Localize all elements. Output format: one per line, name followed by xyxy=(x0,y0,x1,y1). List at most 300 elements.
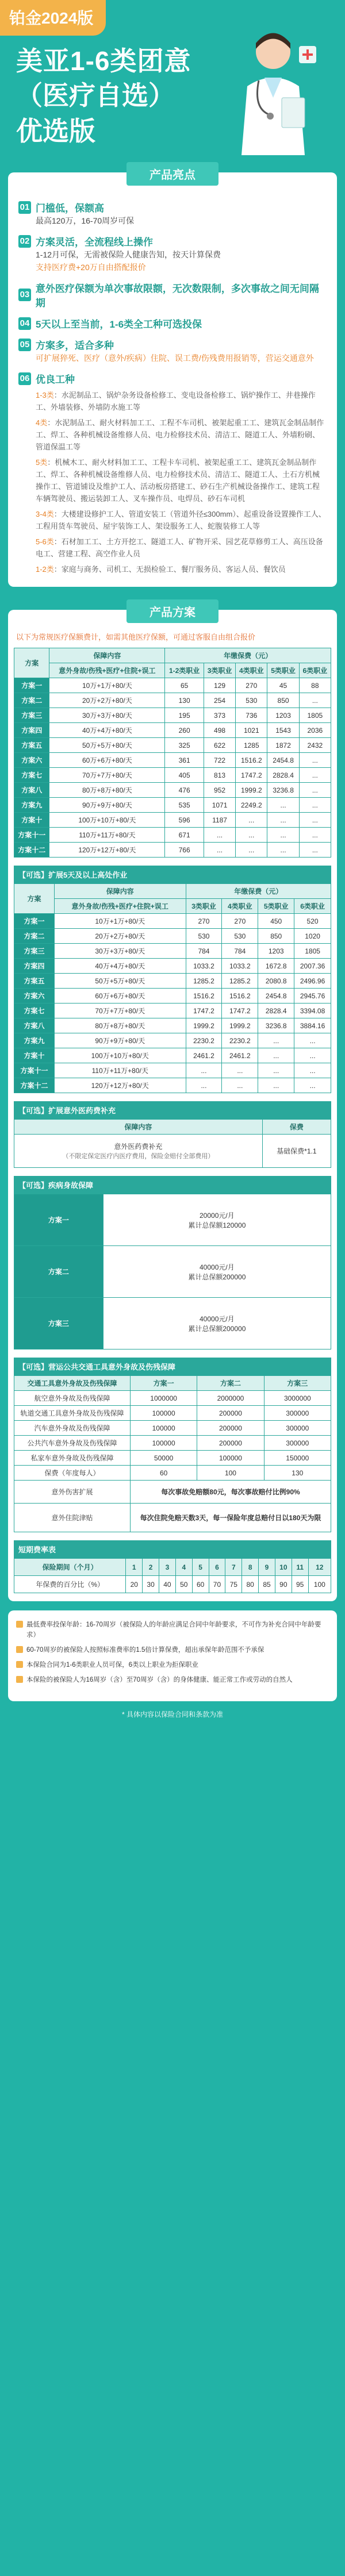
premium-cell: 2036 xyxy=(299,723,331,738)
plans-note: 以下为常规医疗保额费计，如需其他医疗保额，可通过客服自由组合报价 xyxy=(16,633,256,641)
plan-name: 方案六 xyxy=(14,989,55,1004)
premium-cell: 2230.2 xyxy=(186,1033,222,1048)
table-row xyxy=(14,1391,331,1406)
premium-cell: 450 xyxy=(258,914,294,929)
premium-cell: 2454.8 xyxy=(267,753,299,768)
t2-col-premium: 年缴保费（元） xyxy=(186,884,331,899)
transport-amount: 150000 xyxy=(264,1451,331,1466)
disease-amount: 40000元/月 累计总保额200000 xyxy=(103,1298,331,1349)
premium-cell: 1747.2 xyxy=(236,768,267,783)
premium-cell: 270 xyxy=(236,678,267,693)
note-text: 本保险的被保险人为16周岁（含）至70周岁（含）的身体健康、能正常工作或劳动的自然人 xyxy=(26,1677,293,1683)
rate-value: 95 xyxy=(292,1576,308,1593)
premium-cell: ... xyxy=(236,828,267,843)
rate-value: 90 xyxy=(275,1576,292,1593)
note-item xyxy=(16,1620,329,1640)
premium-cell: 784 xyxy=(222,944,258,959)
hero-title: 美亚1-6类团意 xyxy=(16,46,191,76)
premium-cell: ... xyxy=(258,1063,294,1078)
plan-content: 120万+12万+80/天 xyxy=(49,843,165,858)
job-class-text: ：家庭与商务、司机工、无损检验工、餐厅服务员、客运人员、餐饮员 xyxy=(53,565,286,574)
premium-cell: ... xyxy=(299,783,331,798)
jobs-list xyxy=(18,389,327,575)
premium-cell: 1203 xyxy=(267,708,299,723)
premium-cell: ... xyxy=(294,1078,331,1093)
premium-cell: 530 xyxy=(236,693,267,708)
premium-cell: 1999.2 xyxy=(236,783,267,798)
premium-cell: 2432 xyxy=(299,738,331,753)
rate-month: 11 xyxy=(292,1559,308,1576)
premium-cell: ... xyxy=(267,798,299,813)
plan-content: 70万+7万+80/天 xyxy=(54,1004,186,1018)
rate-month: 7 xyxy=(225,1559,242,1576)
transport-name: 轨道交通工具意外身故及伤残保障 xyxy=(14,1406,131,1421)
features-card xyxy=(8,169,337,587)
table-row xyxy=(14,1451,331,1466)
plan-content: 50万+5万+80/天 xyxy=(49,738,165,753)
rate-month: 3 xyxy=(159,1559,176,1576)
t2-col-sub: 意外身故/伤残+医疗+住院+误工 xyxy=(54,899,186,914)
premium-cell: 2230.2 xyxy=(222,1033,258,1048)
feature-heading xyxy=(18,316,327,330)
t5-col: 方案一 xyxy=(130,1376,197,1391)
premium-cell: 405 xyxy=(165,768,204,783)
table-row xyxy=(14,1298,331,1349)
plans-title: 产品方案 xyxy=(126,599,218,623)
plan-table-transport xyxy=(14,1375,331,1532)
plan-name: 方案三 xyxy=(14,1298,103,1349)
table-row xyxy=(14,989,331,1004)
t2-col-job-class: 4类职业 xyxy=(222,899,258,914)
job-class-text: ：石材加工工、土方开挖工、隧道工人、矿物开采、园艺花草修剪工人、高压设备电工、营建工程、高空作业人员 xyxy=(36,537,323,558)
plan-name: 方案十二 xyxy=(14,1078,55,1093)
bullet-icon xyxy=(16,1661,23,1668)
col-job-class: 4类职业 xyxy=(236,663,267,678)
table-row xyxy=(14,1033,331,1048)
table-row xyxy=(14,723,331,738)
hero-edition: 优选版 xyxy=(16,116,95,146)
col-job-class: 1-2类职业 xyxy=(165,663,204,678)
rate-month: 1 xyxy=(126,1559,143,1576)
premium-cell: ... xyxy=(299,813,331,828)
t5-f2: 意外住院津贴 xyxy=(14,1504,131,1532)
premium-cell: 1285.2 xyxy=(222,974,258,989)
version-badge: 铂金2024版 xyxy=(0,0,106,36)
table-row xyxy=(14,798,331,813)
plan-content: 60万+6万+80/天 xyxy=(49,753,165,768)
t5-col: 交通工具意外身故及伤残保障 xyxy=(14,1376,131,1391)
premium-cell: ... xyxy=(186,1063,222,1078)
plan-name: 方案十 xyxy=(14,813,49,828)
rate-value: 50 xyxy=(175,1576,192,1593)
transport-amount: 200000 xyxy=(197,1421,264,1436)
hero-subtitle: （医疗自选） xyxy=(16,80,175,110)
premium-cell: 596 xyxy=(165,813,204,828)
col-premium: 年缴保费（元） xyxy=(165,648,331,663)
premium-cell: 1999.2 xyxy=(186,1018,222,1033)
premium-cell: 1672.8 xyxy=(258,959,294,974)
rate-value: 30 xyxy=(143,1576,159,1593)
bullet-icon xyxy=(16,1646,23,1653)
t2-col-job-class: 5类职业 xyxy=(258,899,294,914)
premium-cell: 520 xyxy=(294,914,331,929)
plan-name: 方案五 xyxy=(14,738,49,753)
note-text: 最低费率投保年龄：16-70周岁（被保险人的年龄应满足合同中年龄要求，不可作为补充合同中年龄要求） xyxy=(26,1621,321,1639)
transport-name: 汽车意外身故及伤残保障 xyxy=(14,1421,131,1436)
premium-cell: 3236.8 xyxy=(267,783,299,798)
plan-name: 方案三 xyxy=(14,944,55,959)
premium-cell: 2828.4 xyxy=(267,768,299,783)
short-rate-table xyxy=(14,1558,331,1593)
table5-caption: 【可选】营运公共交通工具意外身故及伤残保障 xyxy=(14,1358,331,1375)
plan-name: 方案四 xyxy=(14,959,55,974)
rate-value: 85 xyxy=(259,1576,275,1593)
notes-card xyxy=(8,1610,337,1701)
premium-cell: ... xyxy=(222,1063,258,1078)
col-job-class: 5类职业 xyxy=(267,663,299,678)
plan-name: 方案十一 xyxy=(14,1063,55,1078)
plan-content: 80万+8万+80/天 xyxy=(54,1018,186,1033)
job-class-lead: 1-2类 xyxy=(36,565,54,574)
premium-cell: 1805 xyxy=(294,944,331,959)
premium-cell: 1071 xyxy=(204,798,235,813)
premium-cell: ... xyxy=(258,1048,294,1063)
table-row xyxy=(14,1246,331,1298)
premium-cell: 722 xyxy=(204,753,235,768)
premium-cell: ... xyxy=(204,828,235,843)
rate-month: 12 xyxy=(308,1559,331,1576)
table2-caption: 【可选】扩展5天及以上高处作业 xyxy=(14,866,331,883)
premium-cell: 2461.2 xyxy=(186,1048,222,1063)
plan-content: 20万+2万+80/天 xyxy=(54,929,186,944)
job-class-item xyxy=(36,456,327,505)
table-row xyxy=(14,828,331,843)
table-row xyxy=(14,753,331,768)
premium-cell: ... xyxy=(267,813,299,828)
plan-content: 80万+8万+80/天 xyxy=(49,783,165,798)
rate-value: 80 xyxy=(242,1576,259,1593)
transport-amount: 300000 xyxy=(264,1406,331,1421)
feature-heading xyxy=(18,234,327,248)
plan-name: 方案十二 xyxy=(14,843,49,858)
t5-col: 方案二 xyxy=(197,1376,264,1391)
table-row xyxy=(14,929,331,944)
premium-cell: ... xyxy=(294,1048,331,1063)
premium-cell: 850 xyxy=(267,693,299,708)
premium-cell: 45 xyxy=(267,678,299,693)
premium-cell: ... xyxy=(236,813,267,828)
feature-desc: 支持医疗费+20万自由搭配报价 xyxy=(36,263,146,272)
t2-col-job-class: 3类职业 xyxy=(186,899,222,914)
disease-amount: 40000元/月 累计总保额200000 xyxy=(103,1246,331,1298)
transport-amount: 130 xyxy=(264,1466,331,1481)
premium-cell: 952 xyxy=(204,783,235,798)
premium-cell: 813 xyxy=(204,768,235,783)
plan-content: 10万+1万+80/天 xyxy=(49,678,165,693)
t3-h1: 保障内容 xyxy=(14,1120,263,1135)
plan-content: 30万+3万+80/天 xyxy=(54,944,186,959)
plan-name: 方案二 xyxy=(14,693,49,708)
t3-h2: 保费 xyxy=(262,1120,331,1135)
transport-amount: 200000 xyxy=(197,1436,264,1451)
plan-content: 110万+11万+80/天 xyxy=(49,828,165,843)
rate-value: 40 xyxy=(159,1576,176,1593)
plan-content: 110万+11万+80/天 xyxy=(54,1063,186,1078)
feature-number: 02 xyxy=(18,235,31,248)
transport-name: 私家车意外身故及伤残保障 xyxy=(14,1451,131,1466)
premium-cell: ... xyxy=(258,1078,294,1093)
col-job-class: 3类职业 xyxy=(204,663,235,678)
features-title: 产品亮点 xyxy=(126,162,218,186)
feature-heading xyxy=(18,200,327,214)
feature-desc: 1-12月可保，无需被保险人健康告知，按天计算保费 xyxy=(36,250,221,259)
table-row xyxy=(14,693,331,708)
table-row xyxy=(14,974,331,989)
plan-name: 方案四 xyxy=(14,723,49,738)
premium-cell: ... xyxy=(294,1063,331,1078)
note-item xyxy=(16,1675,329,1685)
premium-cell: 766 xyxy=(165,843,204,858)
premium-cell: ... xyxy=(222,1078,258,1093)
table-row xyxy=(14,1018,331,1033)
plan-content: 90万+9万+80/天 xyxy=(49,798,165,813)
premium-cell: 2496.96 xyxy=(294,974,331,989)
plan-name: 方案八 xyxy=(14,1018,55,1033)
table-row xyxy=(14,678,331,693)
table-row xyxy=(14,813,331,828)
col-job-class: 6类职业 xyxy=(299,663,331,678)
premium-cell: 1285 xyxy=(236,738,267,753)
premium-cell: 850 xyxy=(258,929,294,944)
disease-amount: 20000元/月 累计总保额120000 xyxy=(103,1194,331,1246)
table3-caption: 【可选】扩展意外医药费补充 xyxy=(14,1101,331,1119)
job-class-lead: 5类 xyxy=(36,458,48,467)
t3-r1: 意外医药费补充 xyxy=(114,1143,163,1151)
plan-name: 方案八 xyxy=(14,783,49,798)
plan-content: 50万+5万+80/天 xyxy=(54,974,186,989)
premium-cell: 1805 xyxy=(299,708,331,723)
premium-cell: 361 xyxy=(165,753,204,768)
premium-cell: 1516.2 xyxy=(236,753,267,768)
job-class-item xyxy=(36,536,327,560)
premium-cell: ... xyxy=(186,1078,222,1093)
t2-col-job-class: 6类职业 xyxy=(294,899,331,914)
premium-cell: 2454.8 xyxy=(258,989,294,1004)
job-class-item xyxy=(36,508,327,532)
transport-amount: 200000 xyxy=(197,1406,264,1421)
bullet-icon xyxy=(16,1676,23,1683)
plan-name: 方案一 xyxy=(14,678,49,693)
hero xyxy=(0,0,345,172)
feature-heading xyxy=(18,280,327,309)
premium-cell: 3884.16 xyxy=(294,1018,331,1033)
premium-cell: 530 xyxy=(222,929,258,944)
premium-cell: 195 xyxy=(165,708,204,723)
premium-cell: ... xyxy=(294,1033,331,1048)
plan-name: 方案五 xyxy=(14,974,55,989)
job-class-item xyxy=(36,389,327,413)
premium-cell: ... xyxy=(258,1033,294,1048)
t3-r1d: （不限定保定医疗内医疗费用，保险金赔付全部费用） xyxy=(62,1153,214,1160)
plan-name: 方案十一 xyxy=(14,828,49,843)
col-content: 保障内容 xyxy=(49,648,165,663)
premium-cell: 530 xyxy=(186,929,222,944)
premium-cell: ... xyxy=(204,843,235,858)
t5-f2v: 每次住院免赔天数3天，每一保险年度总赔付日以180天为限 xyxy=(130,1504,331,1532)
job-class-text: ：水泥制品工、锅炉杂务设备检修工、变电设备检修工、锅炉操作工、井巷操作工、外墙装修、外墙防水施工等 xyxy=(36,391,316,412)
transport-amount: 2000000 xyxy=(197,1391,264,1406)
premium-cell: 373 xyxy=(204,708,235,723)
table-row xyxy=(14,1063,331,1078)
table-row xyxy=(14,1406,331,1421)
table-row xyxy=(14,783,331,798)
rate-value: 70 xyxy=(209,1576,225,1593)
plan-table-heights xyxy=(14,883,331,1093)
premium-cell: 1033.2 xyxy=(186,959,222,974)
plan-table-medical xyxy=(14,1119,331,1168)
premium-cell: ... xyxy=(299,768,331,783)
feature-number: 05 xyxy=(18,339,31,351)
feature-title: 方案多，适合多种 xyxy=(36,340,114,351)
plan-content: 30万+3万+80/天 xyxy=(49,708,165,723)
job-class-text: ：水泥制品工、耐火材料加工工、工程不车司机、被架起重工工、建筑瓦金制品制作工、焊工、各种机械设备维修人员、电力检修技术员、清洁工、隧道工人、外墙粉刷、管道保温工等 xyxy=(36,418,324,451)
premium-cell: 1543 xyxy=(267,723,299,738)
premium-cell: 1516.2 xyxy=(222,989,258,1004)
premium-cell: 129 xyxy=(204,678,235,693)
table-row xyxy=(14,944,331,959)
plan-content: 100万+10万+80/天 xyxy=(54,1048,186,1063)
rate-value: 60 xyxy=(192,1576,209,1593)
note-text: 60-70周岁的被保险人按照标准费率的1.5倍计算保费，超出承保年龄范围不予承保 xyxy=(26,1647,264,1654)
rate-month: 4 xyxy=(175,1559,192,1576)
premium-cell: 736 xyxy=(236,708,267,723)
plan-name: 方案一 xyxy=(14,914,55,929)
t5-f1v: 每次事故免赔额80元，每次事故赔付比例90% xyxy=(130,1481,331,1504)
premium-cell: 1516.2 xyxy=(186,989,222,1004)
col-plan: 方案 xyxy=(14,648,49,678)
table-row xyxy=(14,1421,331,1436)
transport-amount: 100000 xyxy=(130,1406,197,1421)
feature-number: 04 xyxy=(18,317,31,330)
premium-cell: 2461.2 xyxy=(222,1048,258,1063)
job-class-lead: 5-6类 xyxy=(36,537,54,546)
feature-desc: 可扩展猝死、医疗（意外/疾病）住院、误工费/伤残费用报销等，营运交通意外 xyxy=(36,353,314,363)
transport-amount: 3000000 xyxy=(264,1391,331,1406)
premium-cell: 671 xyxy=(165,828,204,843)
premium-cell: 88 xyxy=(299,678,331,693)
table-row xyxy=(14,768,331,783)
rate-month: 2 xyxy=(143,1559,159,1576)
job-class-lead: 3-4类 xyxy=(36,510,54,518)
transport-amount: 300000 xyxy=(264,1421,331,1436)
premium-cell: 130 xyxy=(165,693,204,708)
plan-name: 方案一 xyxy=(14,1194,103,1246)
job-class-text: ：机械木工、耐火材料加工工、工程卡车司机、被架起重工工、建筑瓦金制品制作工、焊工、各种机械设备维修人员、电力检修技术员、清洁工、隧道工人、土石方机械操作工、管道铺设及维护工人、活动板房搭建工、砂石生产机械设备操作工、建筑工程车辆驾驶员、搬运装卸工人、叉车操作员、电焊员、砂石车司机 xyxy=(36,458,320,503)
col-sub: 意外身故/伤残+医疗+住院+误工 xyxy=(49,663,165,678)
transport-name: 保费（年度每人） xyxy=(14,1466,131,1481)
note-item xyxy=(16,1645,329,1655)
transport-amount: 100000 xyxy=(130,1436,197,1451)
rate-month: 5 xyxy=(192,1559,209,1576)
premium-cell: 1021 xyxy=(236,723,267,738)
feature-number: 06 xyxy=(18,372,31,385)
premium-cell: 1285.2 xyxy=(186,974,222,989)
premium-cell: 1020 xyxy=(294,929,331,944)
feature-number: 03 xyxy=(18,289,31,301)
plan-name: 方案九 xyxy=(14,798,49,813)
job-class-item xyxy=(36,417,327,453)
premium-cell: 1033.2 xyxy=(222,959,258,974)
premium-cell: 2249.2 xyxy=(236,798,267,813)
premium-cell: 1999.2 xyxy=(222,1018,258,1033)
premium-cell: 270 xyxy=(222,914,258,929)
doctor-illustration xyxy=(218,23,322,155)
transport-amount: 100000 xyxy=(197,1451,264,1466)
premium-cell: 2828.4 xyxy=(258,1004,294,1018)
t2-col-content: 保障内容 xyxy=(54,884,186,899)
rate-label: 年保费的百分比（%） xyxy=(14,1576,126,1593)
job-class-lead: 4类 xyxy=(36,418,48,427)
transport-amount: 300000 xyxy=(264,1436,331,1451)
transport-amount: 100 xyxy=(197,1466,264,1481)
premium-cell: ... xyxy=(299,753,331,768)
plan-content: 90万+9万+80/天 xyxy=(54,1033,186,1048)
premium-cell: 1187 xyxy=(204,813,235,828)
premium-cell: ... xyxy=(299,693,331,708)
premium-cell: 2945.76 xyxy=(294,989,331,1004)
table-row xyxy=(14,1078,331,1093)
table-row xyxy=(14,738,331,753)
plan-content: 70万+7万+80/天 xyxy=(49,768,165,783)
table-row xyxy=(14,959,331,974)
plan-name: 方案七 xyxy=(14,1004,55,1018)
job-class-lead: 1-3类 xyxy=(36,391,54,399)
plan-name: 方案九 xyxy=(14,1033,55,1048)
transport-amount: 100000 xyxy=(130,1421,197,1436)
plan-content: 120万+12万+80/天 xyxy=(54,1078,186,1093)
premium-cell: 1872 xyxy=(267,738,299,753)
premium-cell: 3394.08 xyxy=(294,1004,331,1018)
premium-cell: ... xyxy=(267,843,299,858)
transport-name: 公共汽车意外身故及伤残保障 xyxy=(14,1436,131,1451)
note-text: 本保险合同为1-6类职业人员可保，6类以上职业为拒保职业 xyxy=(26,1662,199,1668)
plan-name: 方案二 xyxy=(14,1246,103,1298)
premium-cell: 254 xyxy=(204,693,235,708)
feature-heading xyxy=(18,337,327,352)
feature-title: 5天以上至当前，1-6类全工种可选投保 xyxy=(36,319,202,330)
table-row xyxy=(14,1436,331,1451)
premium-cell: 622 xyxy=(204,738,235,753)
t3-r1v: 基础保费*1.1 xyxy=(262,1135,331,1168)
premium-cell: ... xyxy=(236,843,267,858)
rate-month: 8 xyxy=(242,1559,259,1576)
table-row xyxy=(14,1194,331,1246)
premium-cell: ... xyxy=(299,828,331,843)
premium-cell: ... xyxy=(267,828,299,843)
plan-content: 100万+10万+80/天 xyxy=(49,813,165,828)
rate-value: 20 xyxy=(126,1576,143,1593)
feature-desc: 最高120万，16-70周岁可保 xyxy=(36,216,135,225)
plans-card xyxy=(8,606,337,1601)
plan-table-disease xyxy=(14,1194,331,1349)
premium-cell: 535 xyxy=(165,798,204,813)
premium-cell: 65 xyxy=(165,678,204,693)
job-class-text: ：大楼建设修护工人、管道安装工（管道外径≤300mm）、起重设备设置操作工人、工程用货车驾驶员、屋宇装饰工人、架设服务工人、蛇腹装修工人等 xyxy=(36,510,326,530)
rate-value: 75 xyxy=(225,1576,242,1593)
plan-name: 方案十 xyxy=(14,1048,55,1063)
premium-cell: 270 xyxy=(186,914,222,929)
premium-cell: 1203 xyxy=(258,944,294,959)
